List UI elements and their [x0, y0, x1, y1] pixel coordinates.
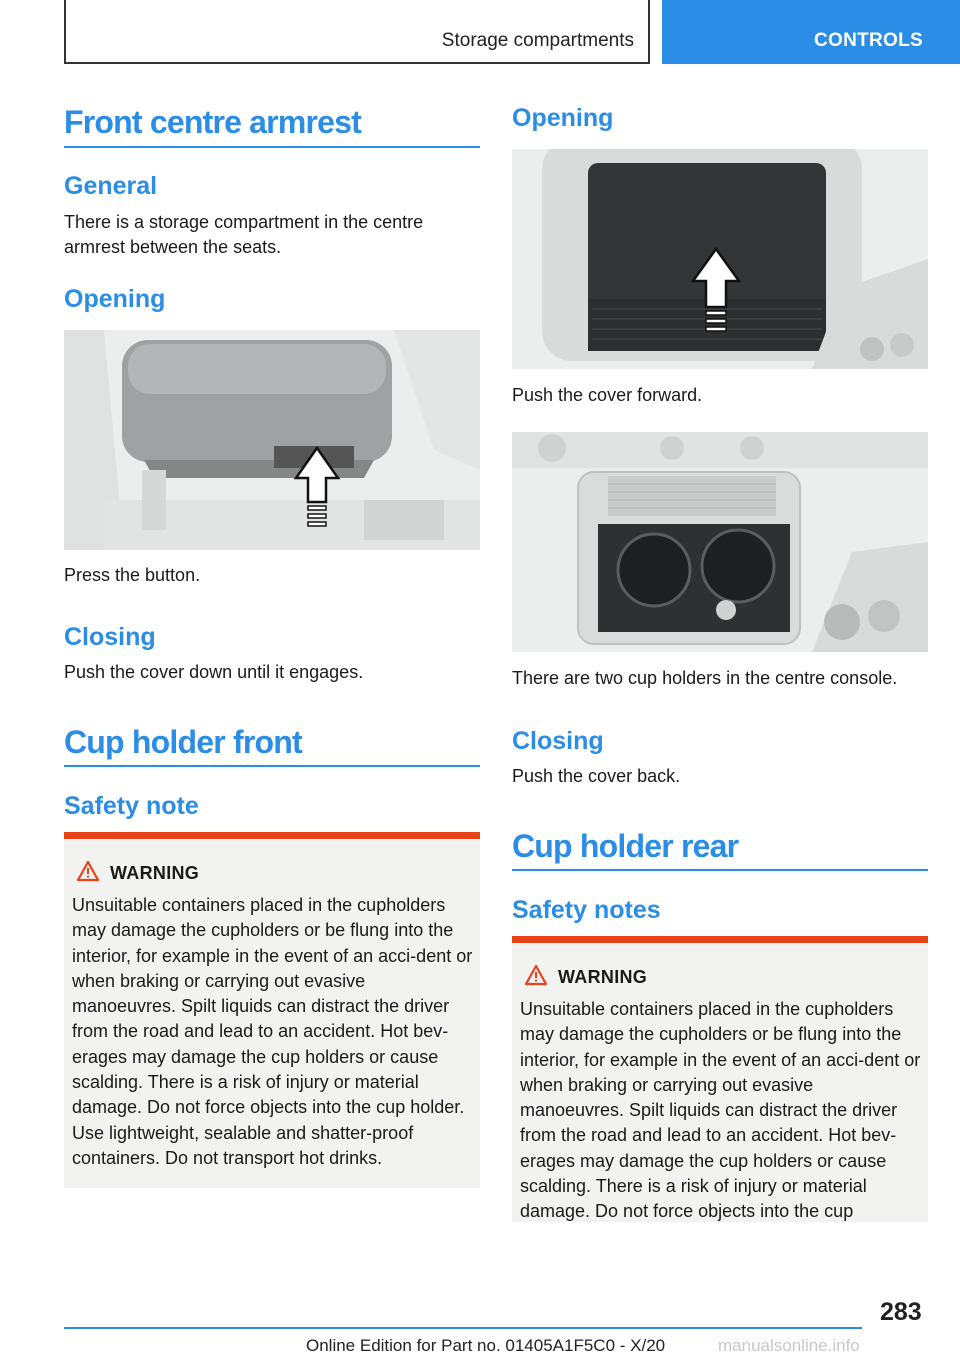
heading-safety-notes: Safety notes — [512, 896, 661, 924]
footer-watermark: manualsonline.info — [718, 1336, 860, 1355]
heading-rule — [64, 765, 480, 767]
header-chapter-label: CONTROLS — [814, 30, 924, 51]
warning-triangle-icon — [76, 860, 100, 887]
heading-opening-right: Opening — [512, 104, 614, 132]
heading-front-centre-armrest: Front centre armrest — [64, 104, 361, 140]
header-chapter-tab[interactable] — [662, 0, 960, 64]
general-text: There is a storage compartment in the centre armrest between the seats. — [64, 212, 424, 257]
warning-title: WARNING — [558, 967, 648, 987]
header-section-title: Storage compartments — [441, 30, 634, 51]
heading-safety-note: Safety note — [64, 792, 199, 820]
warning-text: Unsuitable containers placed in the cupholders may damage the cupholders or be flung into the interior, for example in the event of an acci-dent or when braking or carrying out evasive manoeuvres. Spilt liquids can distract the driver from the road and lead to an accident. Hot bev-erages may damage the cup holders or cause scalding. There is a risk of injury or material damage. Do not force objects into the cup holder. Use lightweight, sealable and shatter-proof containers. Do not transport hot drinks. — [72, 895, 473, 1168]
footer-rule — [64, 1327, 862, 1329]
header-section-box — [64, 0, 650, 64]
cupholder-photo — [512, 432, 928, 652]
warning-title: WARNING — [110, 863, 200, 883]
closing-text-right: Push the cover back. — [512, 766, 681, 786]
heading-cup-holder-front: Cup holder front — [64, 724, 302, 760]
cupholder-caption: There are two cup holders in the centre console. — [512, 668, 898, 688]
warning-box-rear — [512, 936, 928, 1222]
warning-triangle-icon — [524, 964, 548, 991]
heading-cup-holder-rear: Cup holder rear — [512, 828, 739, 864]
armrest-photo — [64, 330, 480, 550]
closing-text-left: Push the cover down until it engages. — [64, 662, 364, 682]
page-number: 283 — [880, 1298, 922, 1326]
warning-text: Unsuitable containers placed in the cupholders may damage the cupholders or be flung into the interior, for example in the event of an acci-dent or when braking or carrying out evasive manoeuvres. Spilt liquids can distract the driver from the road and lead to an accident. Hot bev-erages may damage the cup holders or cause scalding. There is a risk of injury or material damage. Do not force objects into the cup — [520, 999, 921, 1222]
cover-photo — [512, 149, 928, 369]
heading-rule — [512, 869, 928, 871]
heading-closing-right: Closing — [512, 727, 604, 755]
cover-caption: Push the cover forward. — [512, 385, 703, 405]
footer-edition: Online Edition for Part no. 01405A1F5C0 - X/20 — [306, 1336, 666, 1355]
opening-caption: Press the button. — [64, 565, 201, 585]
heading-closing-left: Closing — [64, 623, 156, 651]
heading-rule — [64, 146, 480, 148]
heading-general: General — [64, 172, 158, 200]
heading-opening-left: Opening — [64, 285, 166, 313]
warning-box-front — [64, 832, 480, 1188]
